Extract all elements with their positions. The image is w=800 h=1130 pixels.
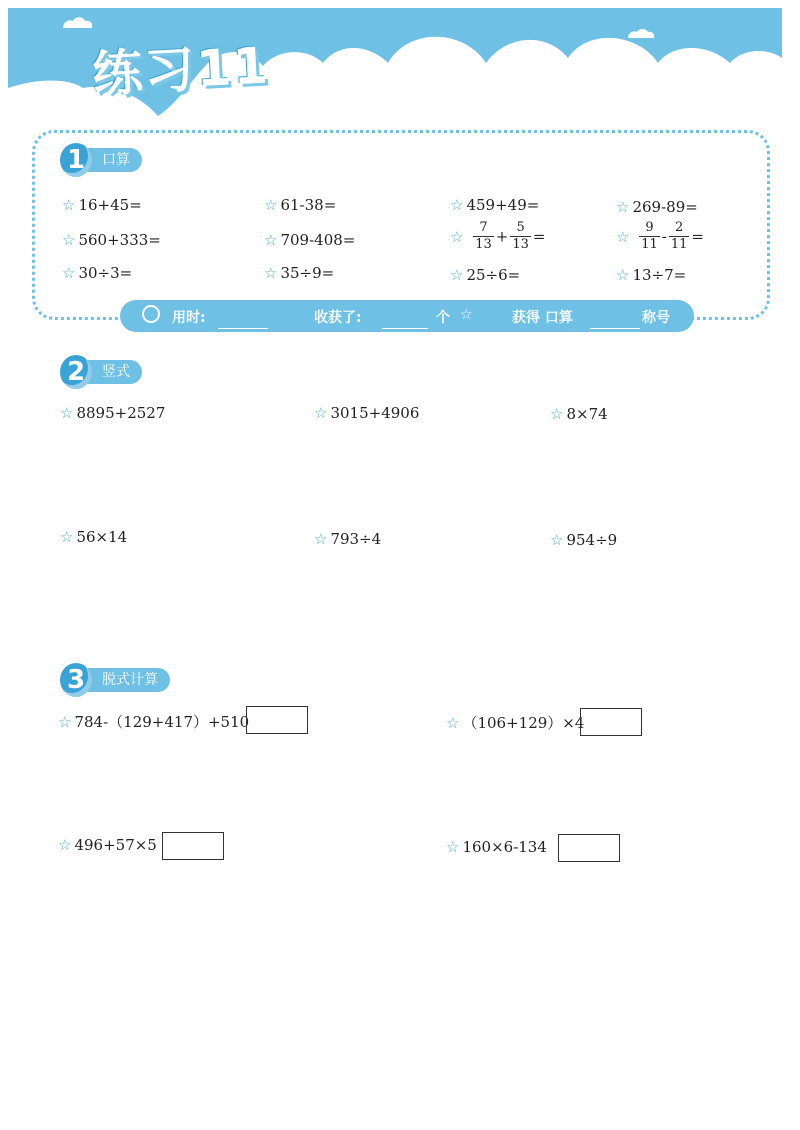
star-icon: ☆ bbox=[550, 405, 564, 423]
stepwise-item: ☆ 160×6-134 bbox=[446, 838, 547, 856]
oral-item: ☆ 30÷3= bbox=[62, 264, 133, 282]
stepwise-item: ☆ 784-（129+417）+510 bbox=[58, 713, 250, 731]
section-2-label: 竖式 bbox=[64, 360, 142, 384]
star-icon: ☆ bbox=[446, 714, 460, 732]
oral-item: ☆ 560+333= bbox=[62, 231, 161, 249]
star-icon: ☆ bbox=[62, 196, 76, 214]
section-1-number: 1 bbox=[60, 143, 92, 177]
star-icon: ☆ bbox=[62, 231, 76, 249]
unit-label: 个 bbox=[436, 310, 450, 326]
gain-label: 收获了: bbox=[314, 310, 362, 326]
oral-item: ☆ 709-408= bbox=[264, 231, 356, 249]
star-icon: ☆ bbox=[314, 404, 328, 422]
fraction: $\frac{5}{13}$ bbox=[512, 220, 529, 252]
oral-fraction-item: ☆ $\frac{7}{13}$ + $\frac{5}{13}$ = bbox=[450, 220, 546, 252]
star-icon: ☆ bbox=[616, 198, 630, 216]
stepwise-item: ☆ 496+57×5 bbox=[58, 836, 157, 854]
star-icon: ☆ bbox=[460, 307, 473, 323]
star-icon: ☆ bbox=[314, 530, 328, 548]
vertical-item: ☆ 954÷9 bbox=[550, 531, 618, 549]
fraction: $\frac{9}{11}$ bbox=[641, 220, 658, 252]
star-icon: ☆ bbox=[550, 531, 564, 549]
fraction: $\frac{2}{11}$ bbox=[670, 220, 688, 252]
answer-box[interactable] bbox=[580, 708, 642, 736]
oral-item: ☆ 16+45= bbox=[62, 196, 142, 214]
star-icon: ☆ bbox=[264, 196, 278, 214]
oral-item: ☆ 35÷9= bbox=[264, 264, 335, 282]
star-icon: ☆ bbox=[616, 266, 630, 284]
star-icon: ☆ bbox=[264, 264, 278, 282]
star-icon: ☆ bbox=[616, 227, 630, 246]
oral-item: ☆ 61-38= bbox=[264, 196, 337, 214]
vertical-item: ☆ 56×14 bbox=[60, 528, 128, 546]
oral-fraction-item: ☆ $\frac{9}{11}$ - $\frac{2}{11}$ = bbox=[616, 220, 704, 252]
answer-box[interactable] bbox=[162, 832, 224, 860]
star-icon: ☆ bbox=[446, 838, 460, 856]
oral-item: ☆ 25÷6= bbox=[450, 266, 521, 284]
section-2-number: 2 bbox=[60, 355, 92, 389]
section-3-label: 脱式计算 bbox=[64, 668, 170, 692]
section-3-number: 3 bbox=[60, 663, 92, 697]
star-icon: ☆ bbox=[450, 266, 464, 284]
star-icon: ☆ bbox=[60, 404, 74, 422]
star-icon: ☆ bbox=[264, 231, 278, 249]
star-icon: ☆ bbox=[450, 227, 464, 246]
vertical-item: ☆ 8895+2527 bbox=[60, 404, 166, 422]
star-icon: ☆ bbox=[62, 264, 76, 282]
answer-box[interactable] bbox=[558, 834, 620, 862]
star-icon: ☆ bbox=[58, 836, 72, 854]
star-icon: ☆ bbox=[450, 196, 464, 214]
title-suffix: 称号 bbox=[642, 310, 670, 326]
time-label: 用时: bbox=[172, 310, 206, 326]
vertical-item: ☆ 793÷4 bbox=[314, 530, 382, 548]
fraction: $\frac{7}{13}$ bbox=[475, 220, 492, 252]
star-icon: ☆ bbox=[58, 713, 72, 731]
vertical-item: ☆ 8×74 bbox=[550, 405, 608, 423]
page-title: 练习11 bbox=[90, 36, 272, 104]
award-label: 获得 口算 bbox=[512, 310, 573, 326]
oral-item: ☆ 459+49= bbox=[450, 196, 540, 214]
score-bar bbox=[120, 300, 694, 332]
stepwise-item: ☆ （106+129）×4 bbox=[446, 714, 585, 732]
section-1-label: 口算 bbox=[64, 148, 142, 172]
oral-item: ☆ 269-89= bbox=[616, 198, 698, 216]
star-icon: ☆ bbox=[60, 528, 74, 546]
answer-box[interactable] bbox=[246, 706, 308, 734]
oral-item: ☆ 13÷7= bbox=[616, 266, 687, 284]
alarm-clock-icon bbox=[142, 305, 160, 323]
vertical-item: ☆ 3015+4906 bbox=[314, 404, 420, 422]
